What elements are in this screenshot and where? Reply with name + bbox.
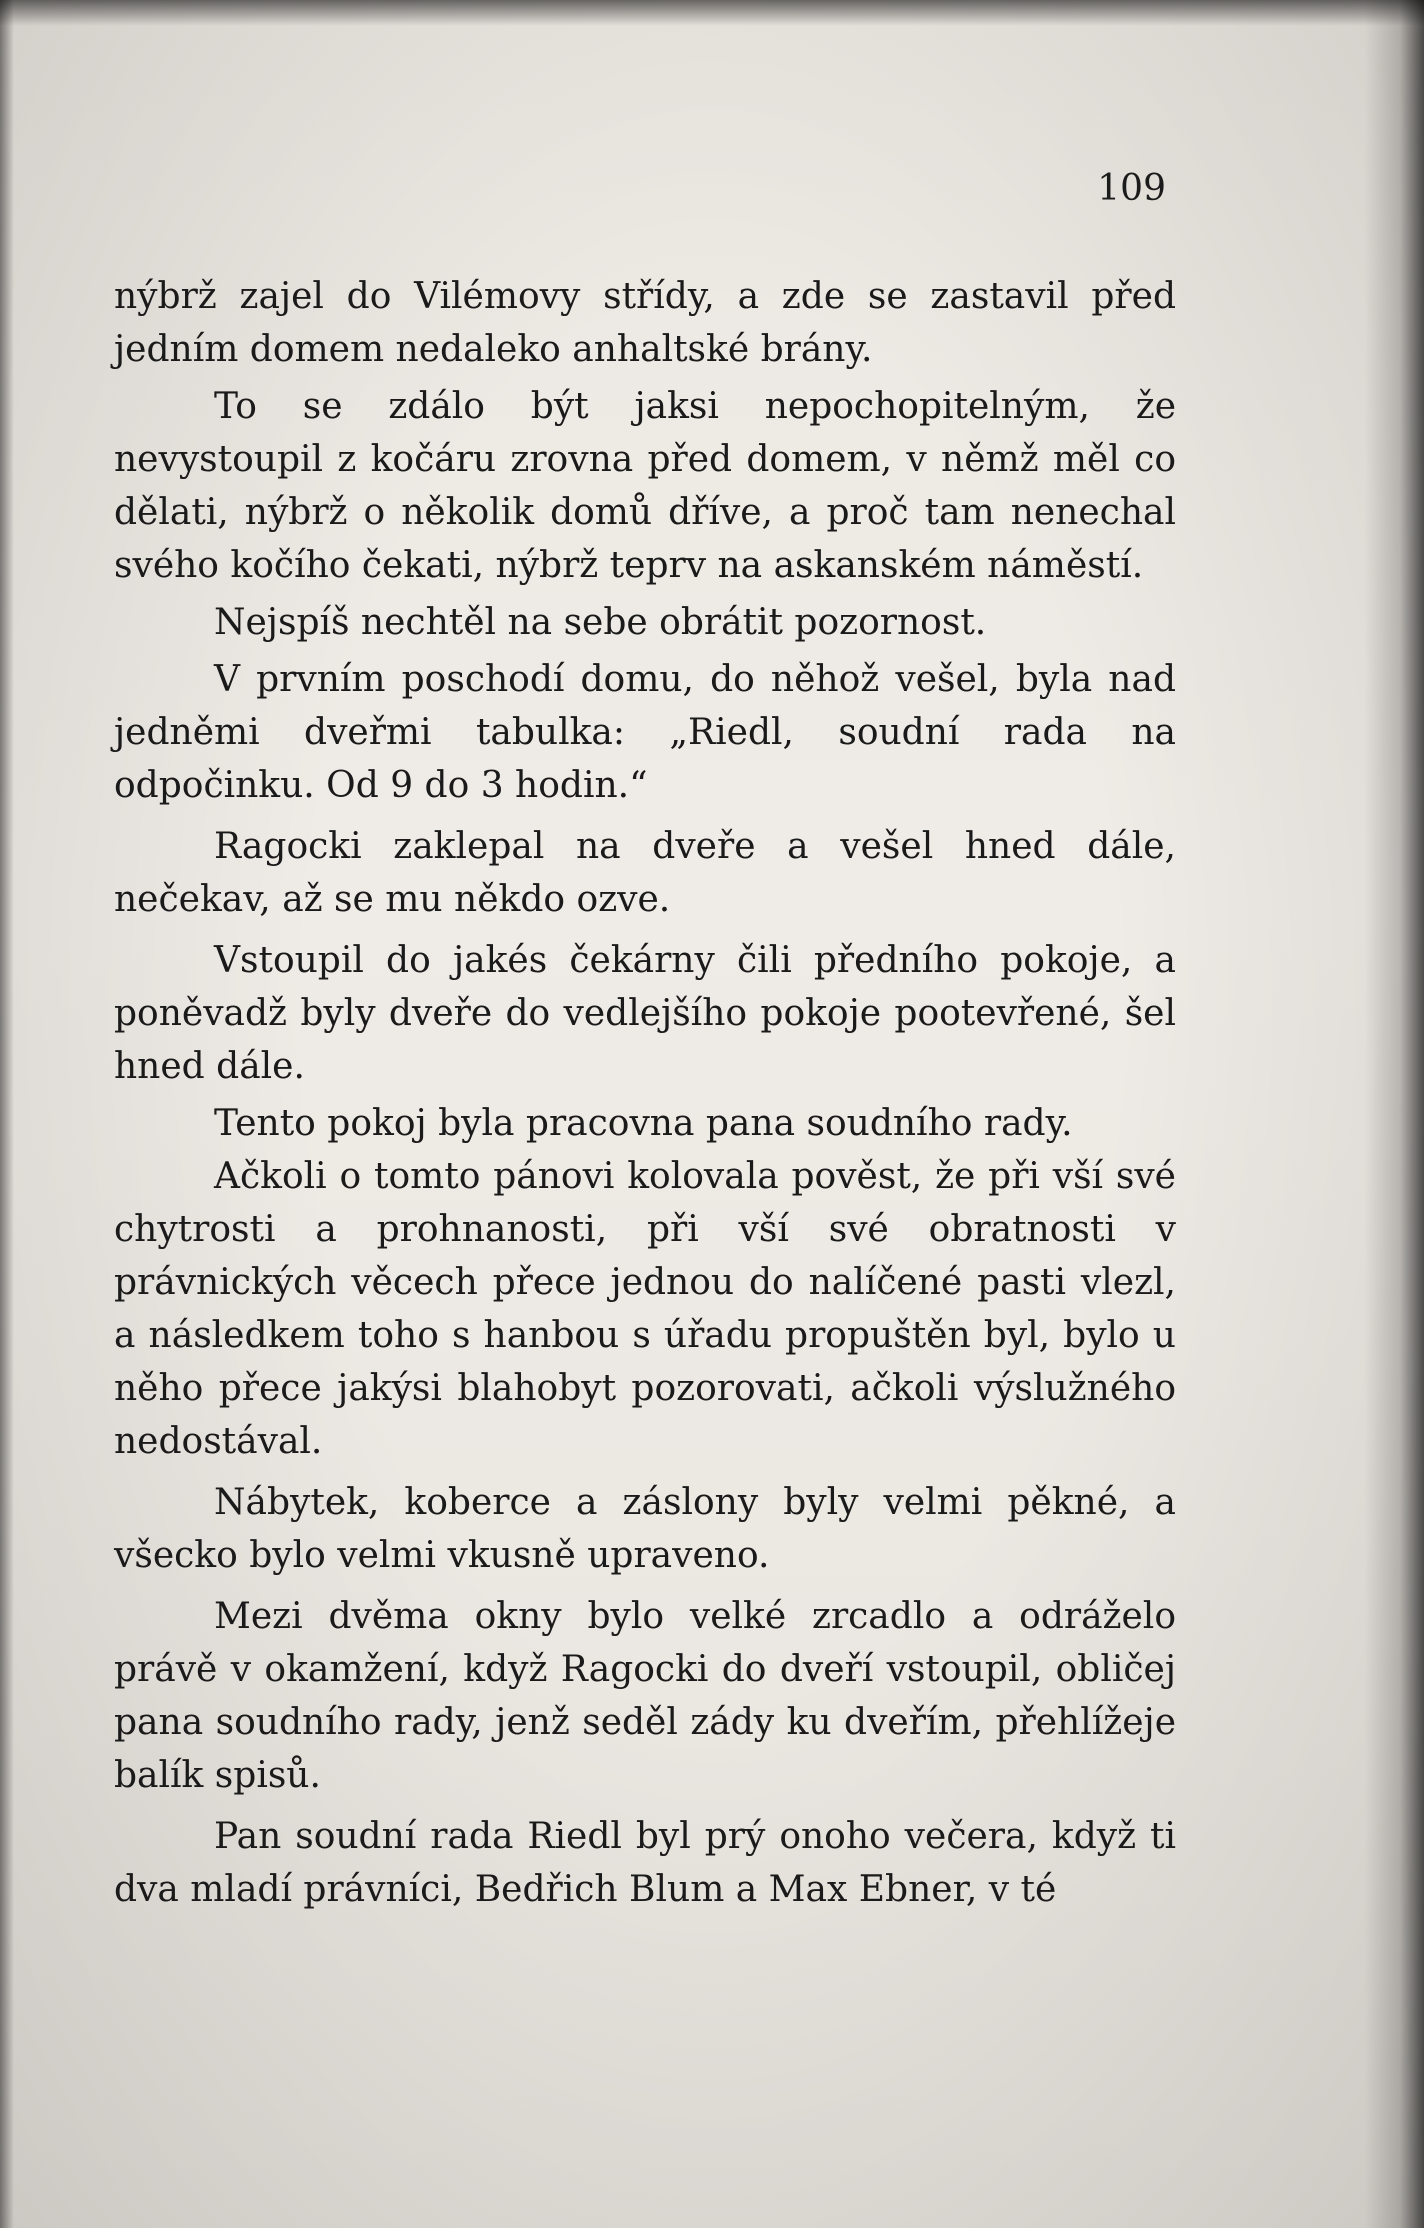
scan-shadow-top	[0, 0, 1424, 26]
paragraph-9: Nábytek, koberce a záslony byly velmi pěkné, a všecko bylo velmi vkusně upraveno.	[114, 1482, 1176, 1576]
paragraph-1: nýbrž zajel do Vilémovy střídy, a zde se zastavil před jedním domem nedaleko anhaltské brány.	[114, 276, 1176, 370]
paragraph-6: Vstoupil do jakés čekárny čili předního pokoje, a poněvadž byly dveře do vedlejšího pokoje pootevřené, šel hned dále.	[114, 940, 1176, 1087]
page-number: 109	[1097, 168, 1166, 209]
paragraph-8: Ačkoli o tomto pánovi kolovala pověst, že při vší své chytrosti a prohnanosti, při vší své obratnosti v právnických věcech přece jednou do nalíčené pasti vlezl, a následkem toho s hanbou s úřadu propuštěn byl, bylo u něho přece jakýsi blahobyt pozorovati, ačkoli výslužného nedostával.	[114, 1156, 1176, 1462]
paragraph-10: Mezi dvěma okny bylo velké zrcadlo a odráželo právě v okamžení, když Ragocki do dveří vstoupil, obličej pana soudního rady, jenž seděl zády ku dveřím, přehlížeje balík spisů.	[114, 1596, 1176, 1796]
body-text	[114, 270, 1176, 1916]
scan-shadow-left	[0, 0, 14, 2228]
paragraph-2: To se zdálo být jaksi nepochopitelným, že nevystoupil z kočáru zrovna před domem, v němž měl co dělati, nýbrž o několik domů dříve, a proč tam nenechal svého kočího čekati, nýbrž teprv na askanském náměstí.	[114, 386, 1176, 586]
scan-shadow-right	[1364, 0, 1424, 2228]
paragraph-5: Ragocki zaklepal na dveře a vešel hned dále, nečekav, až se mu někdo ozve.	[114, 826, 1176, 920]
paragraph-3: Nejspíš nechtěl na sebe obrátit pozornost.	[214, 602, 987, 643]
paragraph-4: V prvním poschodí domu, do něhož vešel, byla nad jedněmi dveřmi tabulka: „Riedl, soudní rada na odpočinku. Od 9 do 3 hodin.“	[114, 659, 1176, 806]
paragraph-7: Tento pokoj byla pracovna pana soudního rady.	[214, 1103, 1073, 1144]
paragraph-11: Pan soudní rada Riedl byl prý onoho večera, když ti dva mladí právníci, Bedřich Blum a Max Ebner, v té	[114, 1816, 1176, 1910]
